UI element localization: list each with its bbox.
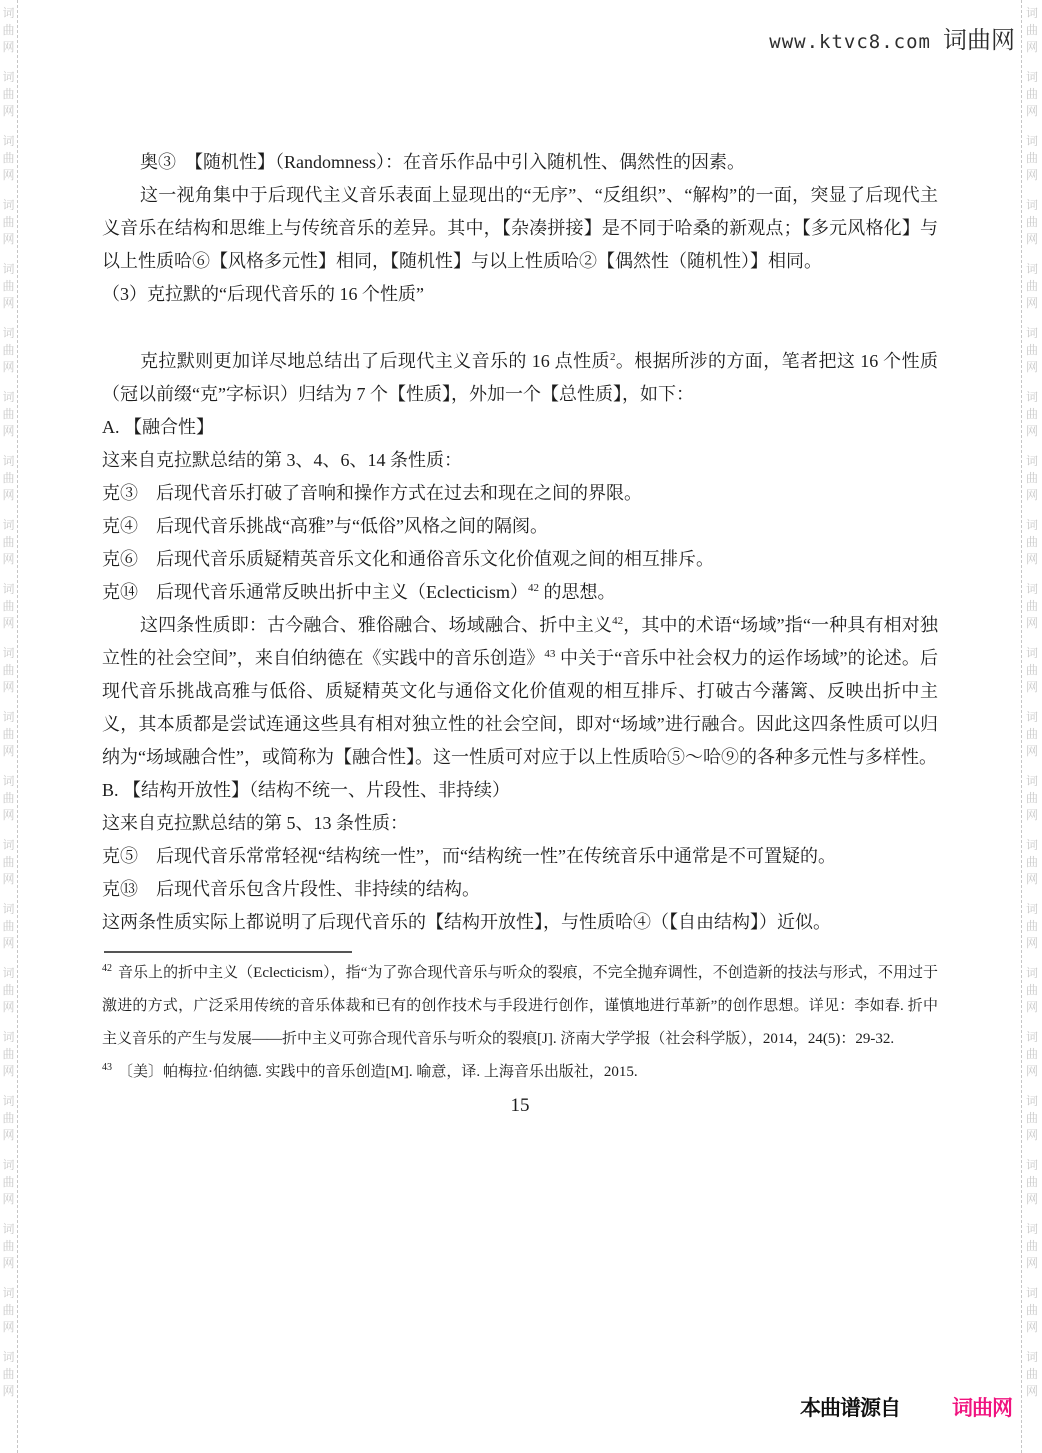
watermark-group xyxy=(1022,645,1042,696)
watermark-char: 词 xyxy=(1025,198,1038,212)
section-heading: （3）克拉默的“后现代音乐的 16 个性质” xyxy=(102,284,424,304)
watermark-group xyxy=(0,1093,17,1144)
trait-item: 克⑤ 后现代音乐常常轻视“结构统一性”，而“结构统一性”在传统音乐中通常是不可置疑的。 xyxy=(102,846,836,866)
brand-logo-text: 词曲网 xyxy=(952,1397,1012,1420)
watermark-char: 词 xyxy=(1025,582,1038,596)
watermark-char: 词 xyxy=(2,582,15,596)
watermark-char: 曲 xyxy=(2,343,15,357)
watermark-char: 词 xyxy=(2,326,15,340)
watermark-group xyxy=(1022,901,1042,952)
watermark-char: 网 xyxy=(1025,744,1038,758)
footnote-reference: 42 xyxy=(612,615,624,627)
watermark-group xyxy=(1022,1157,1042,1208)
watermark-char: 词 xyxy=(1025,262,1038,276)
watermark-char: 网 xyxy=(2,1192,15,1206)
watermark-group xyxy=(1022,709,1042,760)
trait-item: 克⑥ 后现代音乐质疑精英音乐文化和通俗音乐文化价值观之间的相互排斥。 xyxy=(102,549,714,569)
watermark-char: 词 xyxy=(2,838,15,852)
watermark-char: 曲 xyxy=(2,471,15,485)
watermark-char: 曲 xyxy=(1025,23,1038,37)
footnote-text: 〔美〕帕梅拉·伯纳德. 实践中的音乐创造[M]. 喻意，译. 上海音乐出版社，2015. xyxy=(118,1064,638,1080)
watermark-group xyxy=(0,517,17,568)
watermark-char: 词 xyxy=(1025,1158,1038,1172)
summary-line: 这两条性质实际上都说明了后现代音乐的【结构开放性】，与性质哈④（【自由结构】）近似。 xyxy=(102,912,831,932)
body-paragraph: 克拉默则更加详尽地总结出了后现代主义音乐的 16 点性质$^2$。根据所涉的方面，笔者把这 16 个性质（冠以前缀“克”字标识）归结为 7 个【性质】，外加一个【总性质】，如下： xyxy=(102,351,939,404)
watermark-char: 曲 xyxy=(1025,1367,1038,1381)
watermark-char: 曲 xyxy=(1025,87,1038,101)
watermark-char: 词 xyxy=(2,1222,15,1236)
watermark-char: 网 xyxy=(2,1256,15,1270)
watermark-group xyxy=(0,645,17,696)
watermark-group xyxy=(0,325,17,376)
watermark-group xyxy=(1022,837,1042,888)
watermark-char: 网 xyxy=(2,744,15,758)
watermark-char: 曲 xyxy=(2,151,15,165)
watermark-group xyxy=(0,261,17,312)
watermark-char: 曲 xyxy=(1025,663,1038,677)
source-prefix-text: 本曲谱源自 xyxy=(800,1397,900,1420)
watermark-char: 曲 xyxy=(2,407,15,421)
footnote-reference: 2 xyxy=(609,351,616,363)
watermark-char: 曲 xyxy=(2,599,15,613)
watermark-char: 曲 xyxy=(2,535,15,549)
footnote-reference: 42 xyxy=(527,582,539,594)
watermark-char: 网 xyxy=(1025,1320,1038,1334)
watermark-char: 词 xyxy=(1025,454,1038,468)
watermark-char: 词 xyxy=(2,1350,15,1364)
watermark-char: 曲 xyxy=(1025,599,1038,613)
trait-item: 克⑬ 后现代音乐包含片段性、非持续的结构。 xyxy=(102,879,480,899)
watermark-char: 网 xyxy=(2,552,15,566)
watermark-char: 曲 xyxy=(2,727,15,741)
watermark-group xyxy=(0,837,17,888)
watermark-char: 词 xyxy=(1025,1094,1038,1108)
watermark-group xyxy=(1022,1349,1042,1400)
watermark-char: 词 xyxy=(1025,902,1038,916)
watermark-group xyxy=(0,1349,17,1400)
watermark-char: 曲 xyxy=(2,1303,15,1317)
lead-in-line: 这来自克拉默总结的第 3、4、6、14 条性质： xyxy=(102,450,462,470)
watermark-char: 曲 xyxy=(1025,215,1038,229)
watermark-char: 网 xyxy=(1025,808,1038,822)
watermark-char: 词 xyxy=(1025,1222,1038,1236)
watermark-char: 词 xyxy=(1025,6,1038,20)
watermark-char: 网 xyxy=(2,104,15,118)
left-watermark-strip xyxy=(0,0,18,1453)
body-text-blocks xyxy=(102,146,938,939)
watermark-char: 网 xyxy=(1025,872,1038,886)
watermark-char: 网 xyxy=(1025,360,1038,374)
watermark-char: 曲 xyxy=(2,1367,15,1381)
watermark-char: 词 xyxy=(1025,1030,1038,1044)
watermark-group xyxy=(1022,1029,1042,1080)
watermark-group xyxy=(0,1029,17,1080)
watermark-char: 网 xyxy=(2,1384,15,1398)
footnote-separator-rule xyxy=(104,951,352,953)
footnote-text: 音乐上的折中主义（Eclecticism），指“为了弥合现代音乐与听众的裂痕，不完全抛弃调性，不创造新的技法与形式，不用过于激进的方式，广泛采用传统的音乐体裁和已有的创作技术与手段进行创作，谨慎地进行革新”的创作思想。详见：李如春. 折中主义音乐的产生与发展——折中主义可弥合现代音乐与听众的裂痕[J]. 济南大学学报（社会科学版），2014，24(5)：29-32. xyxy=(102,965,938,1047)
watermark-group xyxy=(0,901,17,952)
watermark-group xyxy=(0,709,17,760)
watermark-char: 网 xyxy=(1025,104,1038,118)
watermark-char: 词 xyxy=(2,1094,15,1108)
watermark-char: 网 xyxy=(2,808,15,822)
site-name-text: 词曲网 xyxy=(943,27,1015,54)
watermark-char: 曲 xyxy=(2,215,15,229)
site-watermark-header xyxy=(769,20,1015,55)
watermark-char: 曲 xyxy=(2,919,15,933)
watermark-group xyxy=(1022,965,1042,1016)
trait-item: 克⑭ 后现代音乐通常反映出折中主义（Eclecticism）$^{42}$ 的思想。 xyxy=(102,582,616,602)
watermark-char: 曲 xyxy=(1025,1303,1038,1317)
watermark-char: 网 xyxy=(1025,680,1038,694)
watermark-char: 词 xyxy=(1025,70,1038,84)
footnote-reference: 43 xyxy=(544,648,556,660)
watermark-group xyxy=(0,581,17,632)
watermark-char: 网 xyxy=(1025,40,1038,54)
watermark-char: 词 xyxy=(2,1286,15,1300)
watermark-char: 词 xyxy=(2,902,15,916)
watermark-group xyxy=(1022,133,1042,184)
watermark-char: 网 xyxy=(1025,1192,1038,1206)
watermark-char: 词 xyxy=(2,454,15,468)
watermark-char: 网 xyxy=(2,360,15,374)
watermark-char: 词 xyxy=(1025,326,1038,340)
footnote xyxy=(102,1056,938,1089)
watermark-char: 词 xyxy=(1025,774,1038,788)
right-watermark-strip xyxy=(1021,0,1042,1453)
watermark-group xyxy=(1022,773,1042,824)
watermark-char: 词 xyxy=(2,390,15,404)
watermark-char: 网 xyxy=(1025,1256,1038,1270)
watermark-char: 曲 xyxy=(1025,1047,1038,1061)
body-paragraph: 这四条性质即：古今融合、雅俗融合、场域融合、折中主义$^{42}$，其中的术语“场域”指“一种具有相对独立性的社会空间”，来自伯纳德在《实践中的音乐创造》$^{43}$ 中关于“音乐中社会权力的运作场域”的论述。后现代音乐挑战高雅与低俗、质疑精英文化与通俗文化价值观的相互排斥、打破古今藩篱、反映出折中主义，其本质都是尝试连通这些具有相对独立性的社会空间，即对“场域”进行融合。因此这四条性质可以归纳为“场域融合性”，或简称为【融合性】。这一性质可对应于以上性质哈⑤～哈⑨的各种多元性与多样性。 xyxy=(102,615,938,767)
watermark-char: 网 xyxy=(1025,1384,1038,1398)
watermark-char: 词 xyxy=(1025,1286,1038,1300)
page-number: 15 xyxy=(510,1095,530,1116)
body-paragraph: 这一视角集中于后现代主义音乐表面上显现出的“无序”、“反组织”、“解构”的一面，突显了后现代主义音乐在结构和思维上与传统音乐的差异。其中，【杂凑拼接】是不同于哈桑的新观点；【多元风格化】与以上性质哈⑥【风格多元性】相同，【随机性】与以上性质哈②【偶然性（随机性）】相同。 xyxy=(102,185,938,271)
watermark-char: 词 xyxy=(2,1030,15,1044)
watermark-char: 曲 xyxy=(2,855,15,869)
watermark-group xyxy=(1022,581,1042,632)
watermark-group xyxy=(0,5,17,56)
trait-item: 克④ 后现代音乐挑战“高雅”与“低俗”风格之间的隔阂。 xyxy=(102,516,548,536)
watermark-char: 曲 xyxy=(2,279,15,293)
watermark-char: 词 xyxy=(1025,710,1038,724)
watermark-group xyxy=(1022,453,1042,504)
watermark-char: 网 xyxy=(2,1064,15,1078)
watermark-group xyxy=(1022,1093,1042,1144)
watermark-char: 网 xyxy=(1025,488,1038,502)
watermark-group xyxy=(0,453,17,504)
watermark-char: 网 xyxy=(2,1128,15,1142)
watermark-char: 网 xyxy=(2,296,15,310)
watermark-group xyxy=(0,133,17,184)
watermark-char: 词 xyxy=(1025,1350,1038,1364)
watermark-char: 网 xyxy=(1025,1128,1038,1142)
watermark-char: 网 xyxy=(1025,552,1038,566)
watermark-char: 词 xyxy=(2,710,15,724)
watermark-char: 网 xyxy=(1025,296,1038,310)
watermark-char: 曲 xyxy=(1025,407,1038,421)
watermark-char: 网 xyxy=(1025,232,1038,246)
document-body xyxy=(102,146,938,1122)
watermark-char: 网 xyxy=(1025,616,1038,630)
watermark-char: 曲 xyxy=(2,1047,15,1061)
watermark-char: 网 xyxy=(2,1000,15,1014)
watermark-char: 曲 xyxy=(2,87,15,101)
watermark-group xyxy=(1022,517,1042,568)
watermark-char: 词 xyxy=(2,70,15,84)
watermark-char: 曲 xyxy=(1025,279,1038,293)
watermark-char: 曲 xyxy=(1025,983,1038,997)
watermark-group xyxy=(0,1221,17,1272)
watermark-char: 曲 xyxy=(1025,1111,1038,1125)
watermark-char: 曲 xyxy=(2,983,15,997)
watermark-char: 网 xyxy=(2,616,15,630)
watermark-char: 曲 xyxy=(1025,791,1038,805)
watermark-char: 网 xyxy=(1025,936,1038,950)
footnote-marker: 42 xyxy=(102,963,112,974)
outline-label: B. 【结构开放性】（结构不统一、片段性、非持续） xyxy=(102,780,511,800)
watermark-char: 曲 xyxy=(1025,151,1038,165)
watermark-char: 词 xyxy=(2,518,15,532)
watermark-group xyxy=(0,1285,17,1336)
watermark-char: 曲 xyxy=(2,1175,15,1189)
watermark-char: 词 xyxy=(1025,646,1038,660)
body-paragraph: 奥③ 【随机性】（Randomness）：在音乐作品中引入随机性、偶然性的因素。 xyxy=(140,152,745,172)
watermark-char: 曲 xyxy=(1025,535,1038,549)
watermark-char: 曲 xyxy=(2,791,15,805)
watermark-char: 网 xyxy=(2,936,15,950)
watermark-char: 网 xyxy=(2,168,15,182)
watermark-group xyxy=(0,69,17,120)
watermark-char: 词 xyxy=(2,198,15,212)
watermark-char: 词 xyxy=(1025,966,1038,980)
watermark-char: 网 xyxy=(2,680,15,694)
watermark-char: 词 xyxy=(1025,838,1038,852)
lead-in-line: 这来自克拉默总结的第 5、13 条性质： xyxy=(102,813,408,833)
footnote-list xyxy=(102,957,938,1089)
watermark-group xyxy=(0,965,17,1016)
watermark-char: 词 xyxy=(2,1158,15,1172)
watermark-char: 词 xyxy=(2,262,15,276)
watermark-group xyxy=(1022,69,1042,120)
watermark-char: 词 xyxy=(2,134,15,148)
watermark-group xyxy=(1022,1285,1042,1336)
watermark-group xyxy=(0,1157,17,1208)
watermark-group xyxy=(1022,325,1042,376)
watermark-char: 网 xyxy=(2,488,15,502)
watermark-char: 词 xyxy=(2,774,15,788)
watermark-group xyxy=(1022,1221,1042,1272)
watermark-char: 网 xyxy=(1025,424,1038,438)
watermark-char: 词 xyxy=(1025,390,1038,404)
watermark-char: 曲 xyxy=(2,1111,15,1125)
watermark-char: 网 xyxy=(2,424,15,438)
watermark-char: 词 xyxy=(1025,518,1038,532)
watermark-char: 网 xyxy=(2,1320,15,1334)
watermark-char: 词 xyxy=(1025,134,1038,148)
watermark-group xyxy=(1022,5,1042,56)
trait-item: 克③ 后现代音乐打破了音响和操作方式在过去和现在之间的界限。 xyxy=(102,483,642,503)
watermark-char: 网 xyxy=(1025,1000,1038,1014)
watermark-group xyxy=(0,197,17,248)
watermark-char: 网 xyxy=(1025,168,1038,182)
watermark-char: 曲 xyxy=(1025,343,1038,357)
footnote xyxy=(102,957,938,1056)
site-url-text: www.ktvc8.com xyxy=(769,31,931,53)
watermark-char: 曲 xyxy=(1025,727,1038,741)
watermark-group xyxy=(1022,197,1042,248)
watermark-char: 曲 xyxy=(1025,855,1038,869)
source-attribution xyxy=(800,1392,1012,1422)
watermark-char: 词 xyxy=(2,646,15,660)
watermark-char: 曲 xyxy=(1025,1239,1038,1253)
watermark-char: 网 xyxy=(2,40,15,54)
watermark-char: 曲 xyxy=(2,663,15,677)
watermark-char: 曲 xyxy=(1025,1175,1038,1189)
watermark-char: 曲 xyxy=(1025,471,1038,485)
watermark-group xyxy=(0,773,17,824)
footnote-marker: 43 xyxy=(102,1062,112,1073)
watermark-group xyxy=(1022,389,1042,440)
watermark-char: 网 xyxy=(2,872,15,886)
watermark-char: 网 xyxy=(1025,1064,1038,1078)
watermark-char: 曲 xyxy=(1025,919,1038,933)
watermark-group xyxy=(1022,261,1042,312)
watermark-char: 曲 xyxy=(2,23,15,37)
outline-label: A. 【融合性】 xyxy=(102,417,214,437)
watermark-char: 词 xyxy=(2,966,15,980)
watermark-char: 词 xyxy=(2,6,15,20)
watermark-char: 网 xyxy=(2,232,15,246)
watermark-group xyxy=(0,389,17,440)
watermark-char: 曲 xyxy=(2,1239,15,1253)
